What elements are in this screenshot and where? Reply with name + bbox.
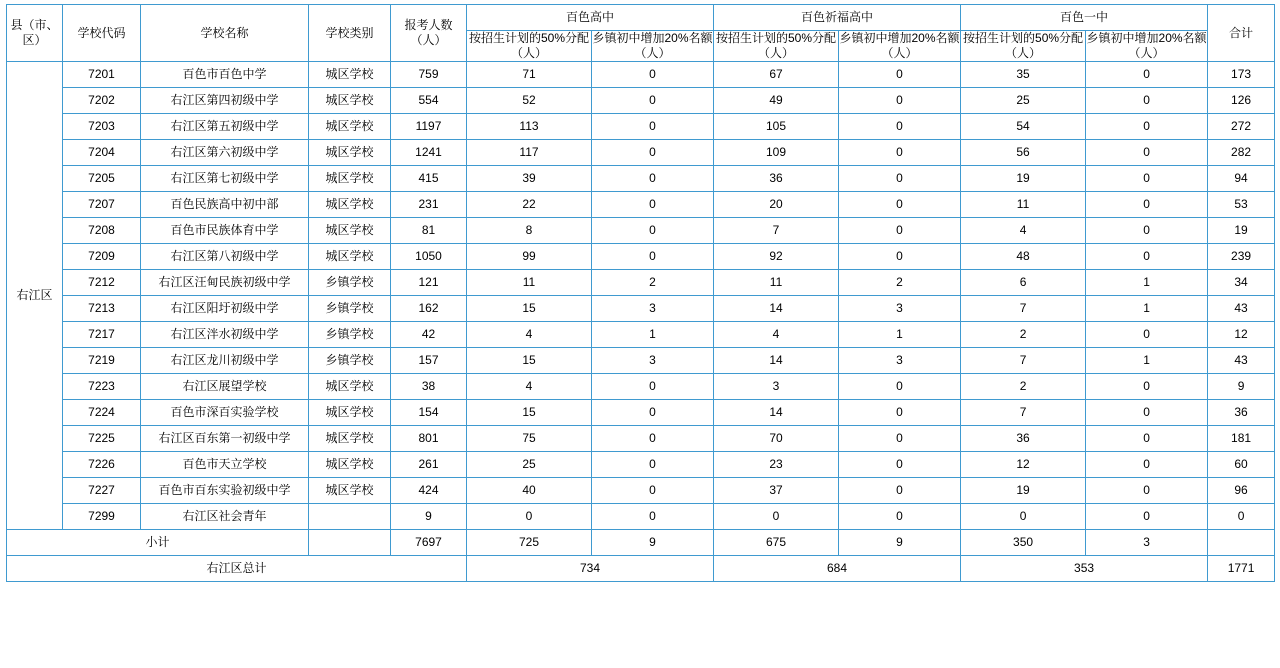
- cell-g3-rural20: 1: [1086, 296, 1208, 322]
- cell-g3-rural20: 0: [1086, 400, 1208, 426]
- cell-row-total: 272: [1208, 114, 1275, 140]
- cell-school-type: 乡镇学校: [309, 296, 391, 322]
- cell-row-total: 53: [1208, 192, 1275, 218]
- cell-school-type: 城区学校: [309, 140, 391, 166]
- cell-g1-plan50: 11: [467, 270, 592, 296]
- cell-row-total: 34: [1208, 270, 1275, 296]
- cell-applicants: 424: [391, 478, 467, 504]
- table-row: [7, 166, 1275, 192]
- cell-g1-plan50: 4: [467, 374, 592, 400]
- cell-school-name: 右江区第八初级中学: [141, 244, 309, 270]
- header-region: 县（市、区）: [7, 5, 63, 62]
- cell-g3-plan50: 7: [961, 400, 1086, 426]
- table-row: [7, 296, 1275, 322]
- header-school-code: 学校代码: [63, 5, 141, 62]
- grandtotal-row: [7, 556, 1275, 582]
- cell-school-type: 乡镇学校: [309, 270, 391, 296]
- cell-g1-rural20: 0: [592, 140, 714, 166]
- cell-g2-plan50: 23: [714, 452, 839, 478]
- cell-g1-rural20: 0: [592, 166, 714, 192]
- cell-g1-plan50: 99: [467, 244, 592, 270]
- cell-g1-plan50: 8: [467, 218, 592, 244]
- grandtotal-total: 1771: [1208, 556, 1275, 582]
- cell-applicants: 1050: [391, 244, 467, 270]
- header-group-baise-gaozhong: 百色高中: [467, 5, 714, 31]
- cell-g1-rural20: 0: [592, 244, 714, 270]
- table-header: [7, 5, 1275, 62]
- cell-school-code: 7225: [63, 426, 141, 452]
- cell-school-code: 7204: [63, 140, 141, 166]
- cell-school-code: 7224: [63, 400, 141, 426]
- cell-g3-rural20: 0: [1086, 452, 1208, 478]
- subtotal-g2-rural20: 9: [839, 530, 961, 556]
- cell-school-code: 7219: [63, 348, 141, 374]
- cell-school-type: 城区学校: [309, 374, 391, 400]
- cell-school-name: 右江区阳圩初级中学: [141, 296, 309, 322]
- header-group-qifu-gaozhong: 百色祈福高中: [714, 5, 961, 31]
- cell-g2-plan50: 14: [714, 296, 839, 322]
- cell-g1-plan50: 25: [467, 452, 592, 478]
- cell-school-code: 7201: [63, 62, 141, 88]
- grandtotal-g2: 684: [714, 556, 961, 582]
- cell-school-type: 城区学校: [309, 62, 391, 88]
- header-g3-plan50: 按招生计划的50%分配（人）: [961, 31, 1086, 62]
- subtotal-applicants: 7697: [391, 530, 467, 556]
- cell-school-name: 百色市百东实验初级中学: [141, 478, 309, 504]
- cell-g3-plan50: 7: [961, 296, 1086, 322]
- cell-school-type: 城区学校: [309, 478, 391, 504]
- cell-row-total: 96: [1208, 478, 1275, 504]
- cell-school-name: 百色市天立学校: [141, 452, 309, 478]
- cell-row-total: 0: [1208, 504, 1275, 530]
- cell-g2-rural20: 0: [839, 504, 961, 530]
- cell-g1-rural20: 2: [592, 270, 714, 296]
- cell-g2-rural20: 0: [839, 374, 961, 400]
- header-applicants: 报考人数（人）: [391, 5, 467, 62]
- cell-school-type: 乡镇学校: [309, 322, 391, 348]
- table-row: [7, 140, 1275, 166]
- header-g2-plan50: 按招生计划的50%分配（人）: [714, 31, 839, 62]
- cell-school-name: 右江区第七初级中学: [141, 166, 309, 192]
- cell-school-type: 城区学校: [309, 426, 391, 452]
- cell-g3-rural20: 0: [1086, 244, 1208, 270]
- cell-g2-plan50: 36: [714, 166, 839, 192]
- table-row: [7, 192, 1275, 218]
- cell-g3-plan50: 36: [961, 426, 1086, 452]
- subtotal-g1-rural20: 9: [592, 530, 714, 556]
- cell-row-total: 19: [1208, 218, 1275, 244]
- cell-g1-plan50: 4: [467, 322, 592, 348]
- cell-row-total: 282: [1208, 140, 1275, 166]
- cell-g1-plan50: 22: [467, 192, 592, 218]
- cell-row-total: 43: [1208, 348, 1275, 374]
- cell-g1-plan50: 113: [467, 114, 592, 140]
- cell-g3-plan50: 2: [961, 374, 1086, 400]
- cell-g1-rural20: 0: [592, 504, 714, 530]
- cell-g3-rural20: 0: [1086, 374, 1208, 400]
- cell-g1-plan50: 39: [467, 166, 592, 192]
- cell-school-type: 城区学校: [309, 218, 391, 244]
- cell-g3-rural20: 0: [1086, 114, 1208, 140]
- table-row: [7, 426, 1275, 452]
- cell-g2-plan50: 92: [714, 244, 839, 270]
- table-row: [7, 62, 1275, 88]
- cell-g1-rural20: 0: [592, 374, 714, 400]
- cell-g2-rural20: 0: [839, 244, 961, 270]
- cell-applicants: 42: [391, 322, 467, 348]
- cell-g3-plan50: 56: [961, 140, 1086, 166]
- cell-school-name: 右江区展望学校: [141, 374, 309, 400]
- cell-g1-plan50: 15: [467, 348, 592, 374]
- cell-g3-plan50: 11: [961, 192, 1086, 218]
- cell-applicants: 554: [391, 88, 467, 114]
- cell-g3-rural20: 0: [1086, 322, 1208, 348]
- cell-school-name: 右江区龙川初级中学: [141, 348, 309, 374]
- cell-g1-plan50: 117: [467, 140, 592, 166]
- cell-g2-plan50: 11: [714, 270, 839, 296]
- cell-g1-rural20: 0: [592, 400, 714, 426]
- cell-row-total: 36: [1208, 400, 1275, 426]
- cell-g3-plan50: 54: [961, 114, 1086, 140]
- cell-school-type: 城区学校: [309, 192, 391, 218]
- cell-school-code: 7213: [63, 296, 141, 322]
- cell-school-name: 右江区泮水初级中学: [141, 322, 309, 348]
- cell-g1-rural20: 3: [592, 348, 714, 374]
- cell-school-type: 城区学校: [309, 114, 391, 140]
- grandtotal-label: 右江区总计: [7, 556, 467, 582]
- cell-g3-plan50: 7: [961, 348, 1086, 374]
- header-g1-rural20: 乡镇初中增加20%名额（人）: [592, 31, 713, 60]
- cell-school-name: 百色市民族体育中学: [141, 218, 309, 244]
- cell-g1-rural20: 0: [592, 62, 714, 88]
- cell-g1-plan50: 75: [467, 426, 592, 452]
- cell-g2-rural20: 0: [839, 426, 961, 452]
- cell-g3-plan50: 4: [961, 218, 1086, 244]
- cell-g2-plan50: 37: [714, 478, 839, 504]
- cell-school-type: 乡镇学校: [309, 348, 391, 374]
- cell-row-total: 173: [1208, 62, 1275, 88]
- cell-school-code: 7202: [63, 88, 141, 114]
- cell-g2-plan50: 14: [714, 348, 839, 374]
- cell-school-code: 7203: [63, 114, 141, 140]
- cell-school-code: 7209: [63, 244, 141, 270]
- cell-g2-rural20: 0: [839, 88, 961, 114]
- subtotal-g3-rural20: 3: [1086, 530, 1208, 556]
- cell-g3-plan50: 0: [961, 504, 1086, 530]
- header-group-baise-yizhong: 百色一中: [961, 5, 1208, 31]
- cell-applicants: 154: [391, 400, 467, 426]
- cell-school-name: 右江区第六初级中学: [141, 140, 309, 166]
- cell-g2-plan50: 4: [714, 322, 839, 348]
- table-row: [7, 244, 1275, 270]
- cell-school-name: 右江区汪甸民族初级中学: [141, 270, 309, 296]
- header-g1-plan50: 按招生计划的50%分配（人）: [467, 31, 592, 62]
- cell-school-name: 右江区第五初级中学: [141, 114, 309, 140]
- cell-g3-plan50: 2: [961, 322, 1086, 348]
- subtotal-g1-plan50: 725: [467, 530, 592, 556]
- table-row: [7, 478, 1275, 504]
- cell-applicants: 415: [391, 166, 467, 192]
- cell-g2-rural20: 0: [839, 166, 961, 192]
- cell-g3-rural20: 0: [1086, 62, 1208, 88]
- cell-row-total: 94: [1208, 166, 1275, 192]
- cell-g2-rural20: 3: [839, 348, 961, 374]
- cell-school-type: 城区学校: [309, 88, 391, 114]
- cell-school-name: 百色市百色中学: [141, 62, 309, 88]
- cell-g3-rural20: 1: [1086, 348, 1208, 374]
- cell-g1-rural20: 0: [592, 478, 714, 504]
- cell-school-name: 百色民族高中初中部: [141, 192, 309, 218]
- table-row: [7, 400, 1275, 426]
- cell-g1-plan50: 52: [467, 88, 592, 114]
- cell-g1-rural20: 0: [592, 192, 714, 218]
- cell-g2-plan50: 49: [714, 88, 839, 114]
- cell-row-total: 12: [1208, 322, 1275, 348]
- cell-g3-rural20: 1: [1086, 270, 1208, 296]
- cell-g1-rural20: 0: [592, 452, 714, 478]
- header-row-1: [7, 5, 1275, 31]
- cell-g2-plan50: 7: [714, 218, 839, 244]
- cell-g2-rural20: 0: [839, 400, 961, 426]
- cell-school-name: 右江区百东第一初级中学: [141, 426, 309, 452]
- table-row: [7, 114, 1275, 140]
- cell-g3-plan50: 48: [961, 244, 1086, 270]
- cell-school-name: 百色市深百实验学校: [141, 400, 309, 426]
- cell-school-type: 城区学校: [309, 452, 391, 478]
- cell-g3-plan50: 19: [961, 478, 1086, 504]
- cell-g1-plan50: 15: [467, 400, 592, 426]
- cell-applicants: 231: [391, 192, 467, 218]
- cell-applicants: 759: [391, 62, 467, 88]
- cell-g2-rural20: 2: [839, 270, 961, 296]
- cell-applicants: 801: [391, 426, 467, 452]
- cell-g2-rural20: 0: [839, 114, 961, 140]
- cell-g3-rural20: 0: [1086, 166, 1208, 192]
- table-row: [7, 374, 1275, 400]
- cell-g2-rural20: 1: [839, 322, 961, 348]
- cell-g2-plan50: 109: [714, 140, 839, 166]
- cell-g3-rural20: 0: [1086, 426, 1208, 452]
- cell-g3-plan50: 6: [961, 270, 1086, 296]
- cell-row-total: 239: [1208, 244, 1275, 270]
- cell-school-name: 右江区第四初级中学: [141, 88, 309, 114]
- cell-g3-plan50: 12: [961, 452, 1086, 478]
- cell-school-name: 右江区社会青年: [141, 504, 309, 530]
- cell-g3-plan50: 35: [961, 62, 1086, 88]
- subtotal-g3-plan50: 350: [961, 530, 1086, 556]
- cell-g3-rural20: 0: [1086, 88, 1208, 114]
- header-g2-rural20: 乡镇初中增加20%名额（人）: [839, 31, 960, 60]
- cell-g2-plan50: 105: [714, 114, 839, 140]
- cell-g3-plan50: 19: [961, 166, 1086, 192]
- cell-g2-plan50: 0: [714, 504, 839, 530]
- cell-g2-plan50: 20: [714, 192, 839, 218]
- cell-g3-rural20: 0: [1086, 478, 1208, 504]
- cell-g1-rural20: 0: [592, 114, 714, 140]
- cell-school-code: 7212: [63, 270, 141, 296]
- cell-school-code: 7227: [63, 478, 141, 504]
- cell-g1-rural20: 0: [592, 426, 714, 452]
- cell-g2-plan50: 70: [714, 426, 839, 452]
- cell-g1-plan50: 71: [467, 62, 592, 88]
- cell-applicants: 1197: [391, 114, 467, 140]
- cell-row-total: 9: [1208, 374, 1275, 400]
- cell-school-type: 城区学校: [309, 400, 391, 426]
- cell-applicants: 157: [391, 348, 467, 374]
- cell-g2-plan50: 14: [714, 400, 839, 426]
- header-g3-rural20: 乡镇初中增加20%名额（人）: [1086, 31, 1207, 60]
- cell-g3-rural20: 0: [1086, 140, 1208, 166]
- cell-g3-plan50: 25: [961, 88, 1086, 114]
- cell-g1-plan50: 15: [467, 296, 592, 322]
- cell-applicants: 1241: [391, 140, 467, 166]
- cell-g1-plan50: 40: [467, 478, 592, 504]
- header-total: 合计: [1208, 5, 1275, 62]
- cell-applicants: 38: [391, 374, 467, 400]
- table-row: [7, 348, 1275, 374]
- cell-g2-rural20: 0: [839, 452, 961, 478]
- cell-g2-rural20: 0: [839, 218, 961, 244]
- cell-school-code: 7226: [63, 452, 141, 478]
- cell-applicants: 81: [391, 218, 467, 244]
- subtotal-total: [1208, 530, 1275, 556]
- header-school-name: 学校名称: [141, 5, 309, 62]
- cell-g2-rural20: 3: [839, 296, 961, 322]
- table-body: [7, 62, 1275, 582]
- cell-g2-rural20: 0: [839, 478, 961, 504]
- cell-g1-plan50: 0: [467, 504, 592, 530]
- cell-row-total: 60: [1208, 452, 1275, 478]
- grandtotal-g3: 353: [961, 556, 1208, 582]
- table-row: [7, 452, 1275, 478]
- table-row: [7, 88, 1275, 114]
- subtotal-type-blank: [309, 530, 391, 556]
- table-row: [7, 504, 1275, 530]
- grandtotal-g1: 734: [467, 556, 714, 582]
- cell-g2-rural20: 0: [839, 62, 961, 88]
- cell-g1-rural20: 0: [592, 218, 714, 244]
- cell-school-type: [309, 504, 391, 530]
- cell-school-code: 7217: [63, 322, 141, 348]
- cell-g1-rural20: 1: [592, 322, 714, 348]
- table-row: [7, 270, 1275, 296]
- cell-g3-rural20: 0: [1086, 192, 1208, 218]
- cell-school-type: 城区学校: [309, 244, 391, 270]
- cell-row-total: 126: [1208, 88, 1275, 114]
- region-cell: 右江区: [7, 62, 63, 530]
- cell-g3-rural20: 0: [1086, 218, 1208, 244]
- cell-g1-rural20: 0: [592, 88, 714, 114]
- header-school-type: 学校类别: [309, 5, 391, 62]
- cell-school-type: 城区学校: [309, 166, 391, 192]
- cell-school-code: 7207: [63, 192, 141, 218]
- cell-g3-rural20: 0: [1086, 504, 1208, 530]
- cell-school-code: 7208: [63, 218, 141, 244]
- cell-applicants: 261: [391, 452, 467, 478]
- subtotal-g2-plan50: 675: [714, 530, 839, 556]
- subtotal-row: [7, 530, 1275, 556]
- cell-g2-rural20: 0: [839, 140, 961, 166]
- cell-applicants: 121: [391, 270, 467, 296]
- table-row: [7, 218, 1275, 244]
- cell-school-code: 7223: [63, 374, 141, 400]
- cell-school-code: 7205: [63, 166, 141, 192]
- allocation-table: [6, 4, 1275, 582]
- cell-row-total: 43: [1208, 296, 1275, 322]
- cell-g2-rural20: 0: [839, 192, 961, 218]
- cell-g2-plan50: 3: [714, 374, 839, 400]
- cell-g2-plan50: 67: [714, 62, 839, 88]
- cell-applicants: 9: [391, 504, 467, 530]
- subtotal-label: 小计: [7, 530, 309, 556]
- cell-applicants: 162: [391, 296, 467, 322]
- table-row: [7, 322, 1275, 348]
- cell-g1-rural20: 3: [592, 296, 714, 322]
- cell-school-code: 7299: [63, 504, 141, 530]
- cell-row-total: 181: [1208, 426, 1275, 452]
